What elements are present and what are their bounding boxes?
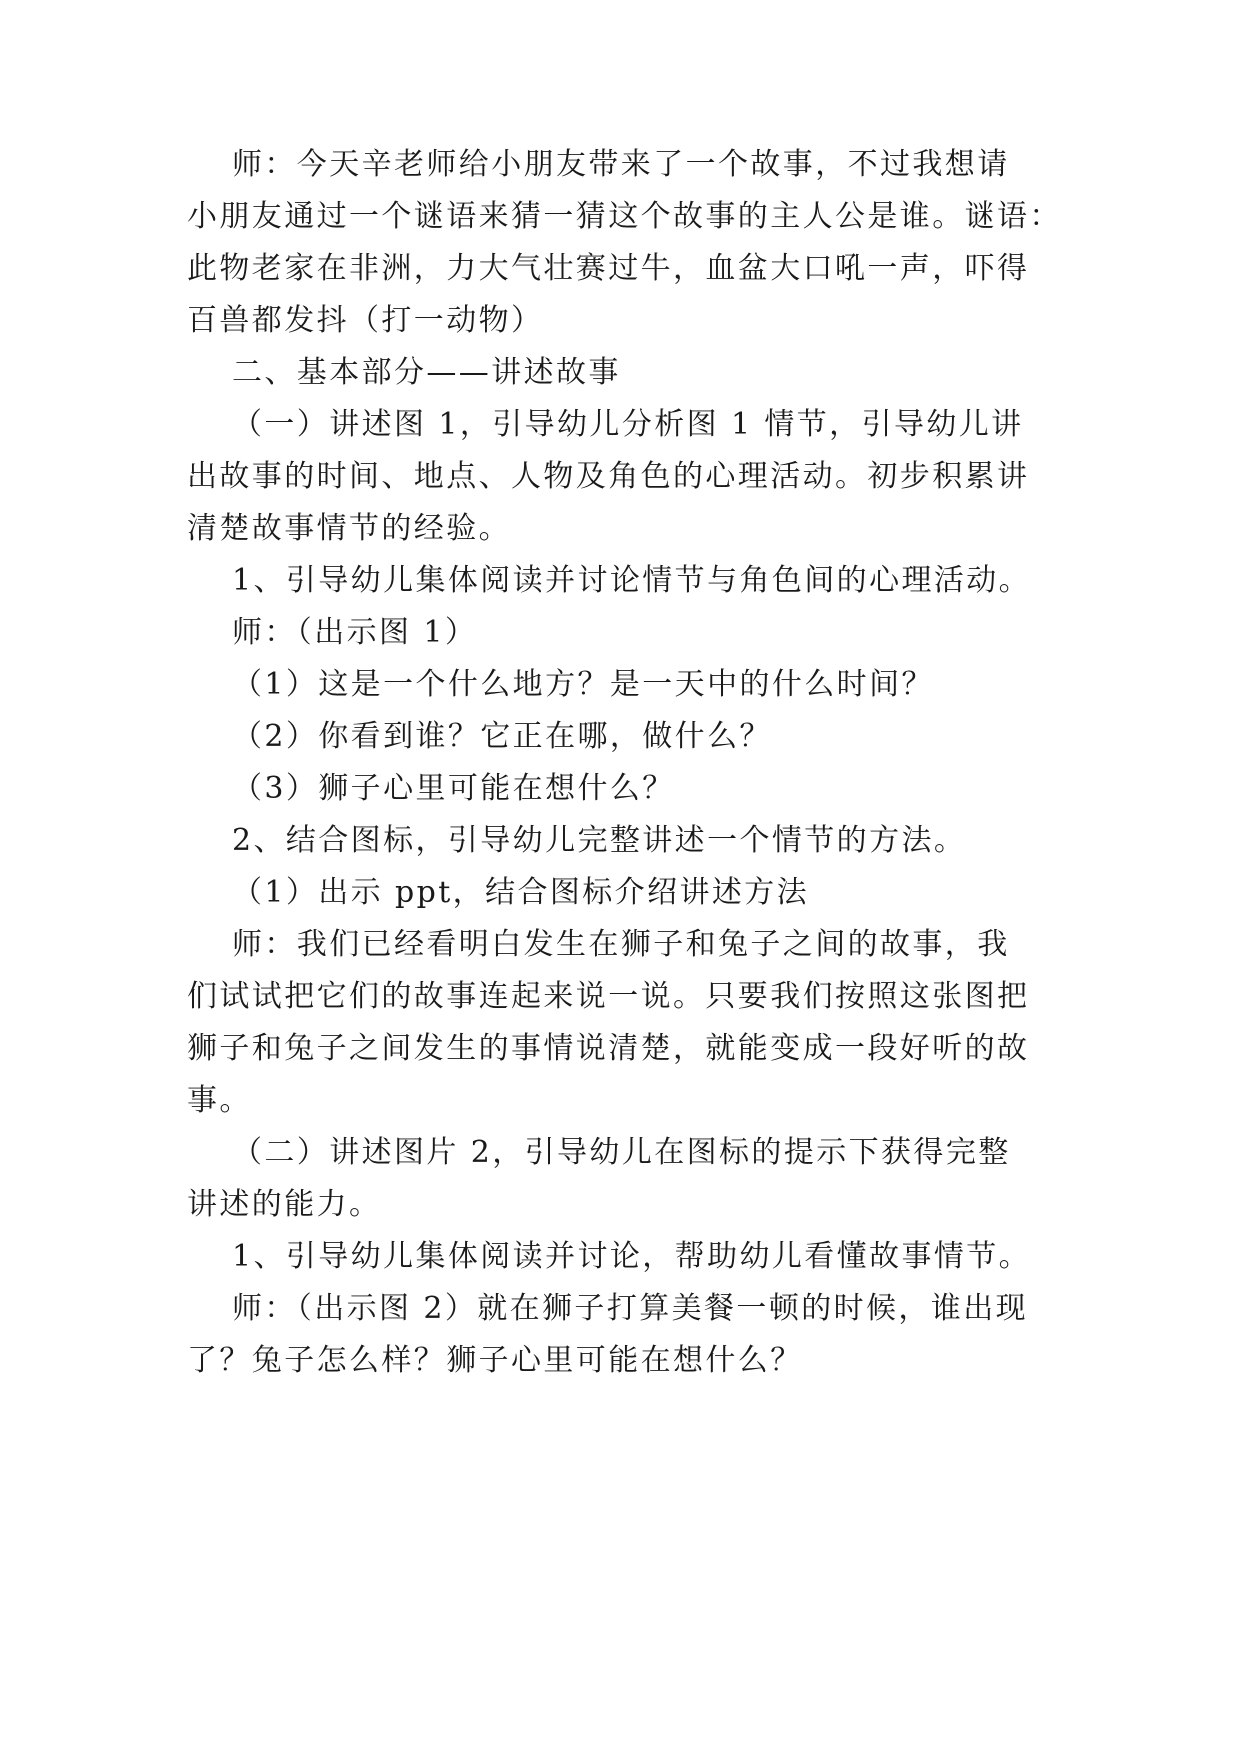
text-line: 师：今天辛老师给小朋友带来了一个故事，不过我想请 [232,147,1010,182]
text-line: 出故事的时间、地点、人物及角色的心理活动。初步积累讲 [187,459,1030,494]
text-line: 清楚故事情节的经验。 [187,511,511,546]
question-item: （2）你看到谁？它正在哪，做什么？ [232,719,772,754]
text-line: 1、引导幼儿集体阅读并讨论情节与角色间的心理活动。 [232,563,1032,598]
subsection-heading: （一）讲述图 1，引导幼儿分析图 1 情节，引导幼儿讲 [232,407,1024,442]
text-line: 讲述的能力。 [187,1187,382,1222]
text-line: 此物老家在非洲，力大气壮赛过牛，血盆大口吼一声，吓得 [187,251,1030,286]
text-line: 师：（出示图 2）就在狮子打算美餐一顿的时候，谁出现 [232,1291,1029,1326]
question-item: （3）狮子心里可能在想什么？ [232,771,675,806]
text-line: 们试试把它们的故事连起来说一说。只要我们按照这张图把 [187,979,1030,1014]
text-line: 了？兔子怎么样？狮子心里可能在想什么？ [187,1343,803,1378]
text-line: 2、结合图标，引导幼儿完整讲述一个情节的方法。 [232,823,967,858]
text-line: 1、引导幼儿集体阅读并讨论，帮助幼儿看懂故事情节。 [232,1239,1032,1274]
text-line: 狮子和兔子之间发生的事情说清楚，就能变成一段好听的故 [187,1031,1030,1066]
text-line: 师：（出示图 1） [232,615,478,650]
text-line: 事。 [187,1083,252,1118]
question-item: （1）这是一个什么地方？是一天中的什么时间？ [232,667,934,702]
section-heading: 二、基本部分——讲述故事 [232,355,621,390]
text-line: （1）出示 ppt，结合图标介绍讲述方法 [232,875,810,910]
text-line: 小朋友通过一个谜语来猜一猜这个故事的主人公是谁。谜语： [187,199,1062,234]
text-line: 师：我们已经看明白发生在狮子和兔子之间的故事，我 [232,927,1010,962]
subsection-heading: （二）讲述图片 2，引导幼儿在图标的提示下获得完整 [232,1135,1011,1170]
text-line: 百兽都发抖（打一动物） [187,303,544,338]
